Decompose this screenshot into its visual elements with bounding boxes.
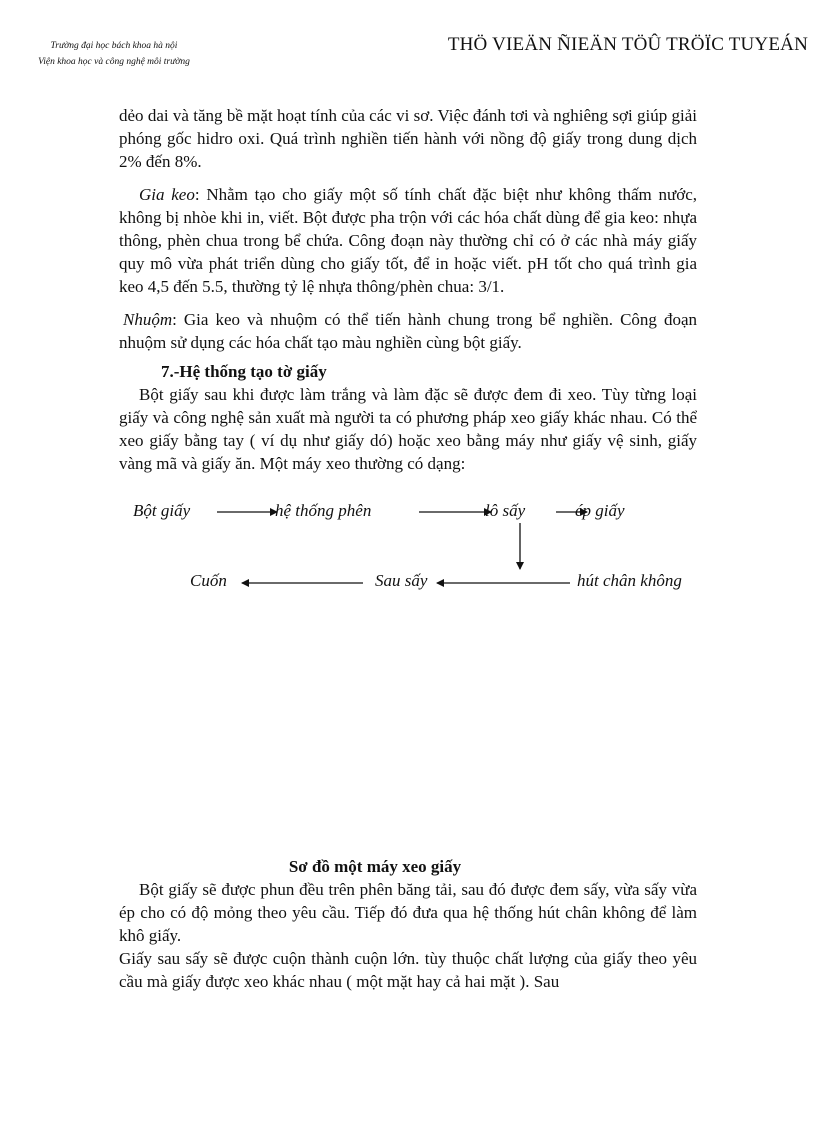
term-sizing: Gia keo (139, 185, 195, 204)
header-university: Trường đại học bách khoa hà nội (50, 41, 178, 51)
header-institute: Viện khoa học và công nghệ môi trường (38, 57, 190, 67)
node-press: ép giấy (575, 501, 625, 520)
diagram-caption: Sơ đồ một máy xeo giấy (288, 857, 462, 876)
dyeing-body: : Gia keo và nhuộm có thể tiến hành chung trong bể nghiền. Công đoạn nhuộm sử dụng các hóa chất tạo màu nghiền cùng bột giấy. (119, 310, 697, 352)
section-heading: 7.-Hệ thống tạo tờ giấy (161, 362, 327, 381)
paper-machine-diagram (119, 485, 697, 855)
node-screen-system: hệ thống phên (275, 501, 372, 520)
node-dryer-roll: lô sấy (485, 501, 526, 520)
paragraph-forming-process: Bột giấy sẽ được phun đều trên phên băng tải, sau đó được đem sấy, vừa sấy vừa ép cho có độ mỏng theo yêu cầu. Tiếp đó đưa qua hệ thống hút chân không để làm khô giấy. (119, 880, 697, 945)
node-pulp: Bột giấy (133, 501, 191, 520)
paragraph-fiber-refining: dẻo dai và tăng bề mặt hoạt tính của các vi sơ. Việc đánh tơi và nghiêng sợi giúp giải phóng gốc hidro oxi. Quá trình nghiền tiến hành với nồng độ giấy trong dung dịch 2% đến 8%. (119, 106, 697, 171)
paragraph-dyeing (119, 308, 697, 354)
header-site-title: THÖ VIEÄN ÑIEÄN TÖÛ TRÖÏC TUYEÁN (447, 34, 808, 55)
paragraph-sizing (119, 183, 697, 298)
sizing-body: : Nhằm tạo cho giấy một số tính chất đặc biệt như không thấm nước, không bị nhòe khi in, viết. Bột được pha trộn với các hóa chất dùng để gia keo: nhựa thông, phèn chua trong bể chứa. Công đoạn này thường chỉ có ở các nhà máy giấy quy mô vừa phát triển dùng cho giấy tốt, để in hoặc viết. pH tốt cho quá trình gia keo 4,5 đến 5.5, thường tỷ lệ nhựa thông/phèn chua: 3/1. (119, 185, 697, 296)
node-after-dryer: Sau sấy (375, 571, 428, 590)
diagram-arrows (119, 485, 697, 855)
node-reel: Cuốn (190, 571, 227, 590)
paragraph-sheet-forming: Bột giấy sau khi được làm trắng và làm đặc sẽ được đem đi xeo. Tùy từng loại giấy và công nghệ sản xuất mà người ta có phương pháp xeo giấy khác nhau. Có thể xeo giấy bằng tay ( ví dụ như giấy dó) hoặc xeo bằng máy như giấy vệ sinh, giấy vàng mã và giấy ăn. Một máy xeo thường có dạng: (119, 385, 697, 473)
term-dyeing: Nhuộm (123, 310, 173, 329)
paragraph-reeling: Giấy sau sấy sẽ được cuộn thành cuộn lớn. tùy thuộc chất lượng của giấy theo yêu cầu mà giấy được xeo khác nhau ( một mặt hay cả hai mặt ). Sau (119, 949, 697, 991)
document-body (119, 104, 697, 993)
header-left (14, 38, 214, 70)
node-vacuum: hút chân không (577, 571, 682, 590)
